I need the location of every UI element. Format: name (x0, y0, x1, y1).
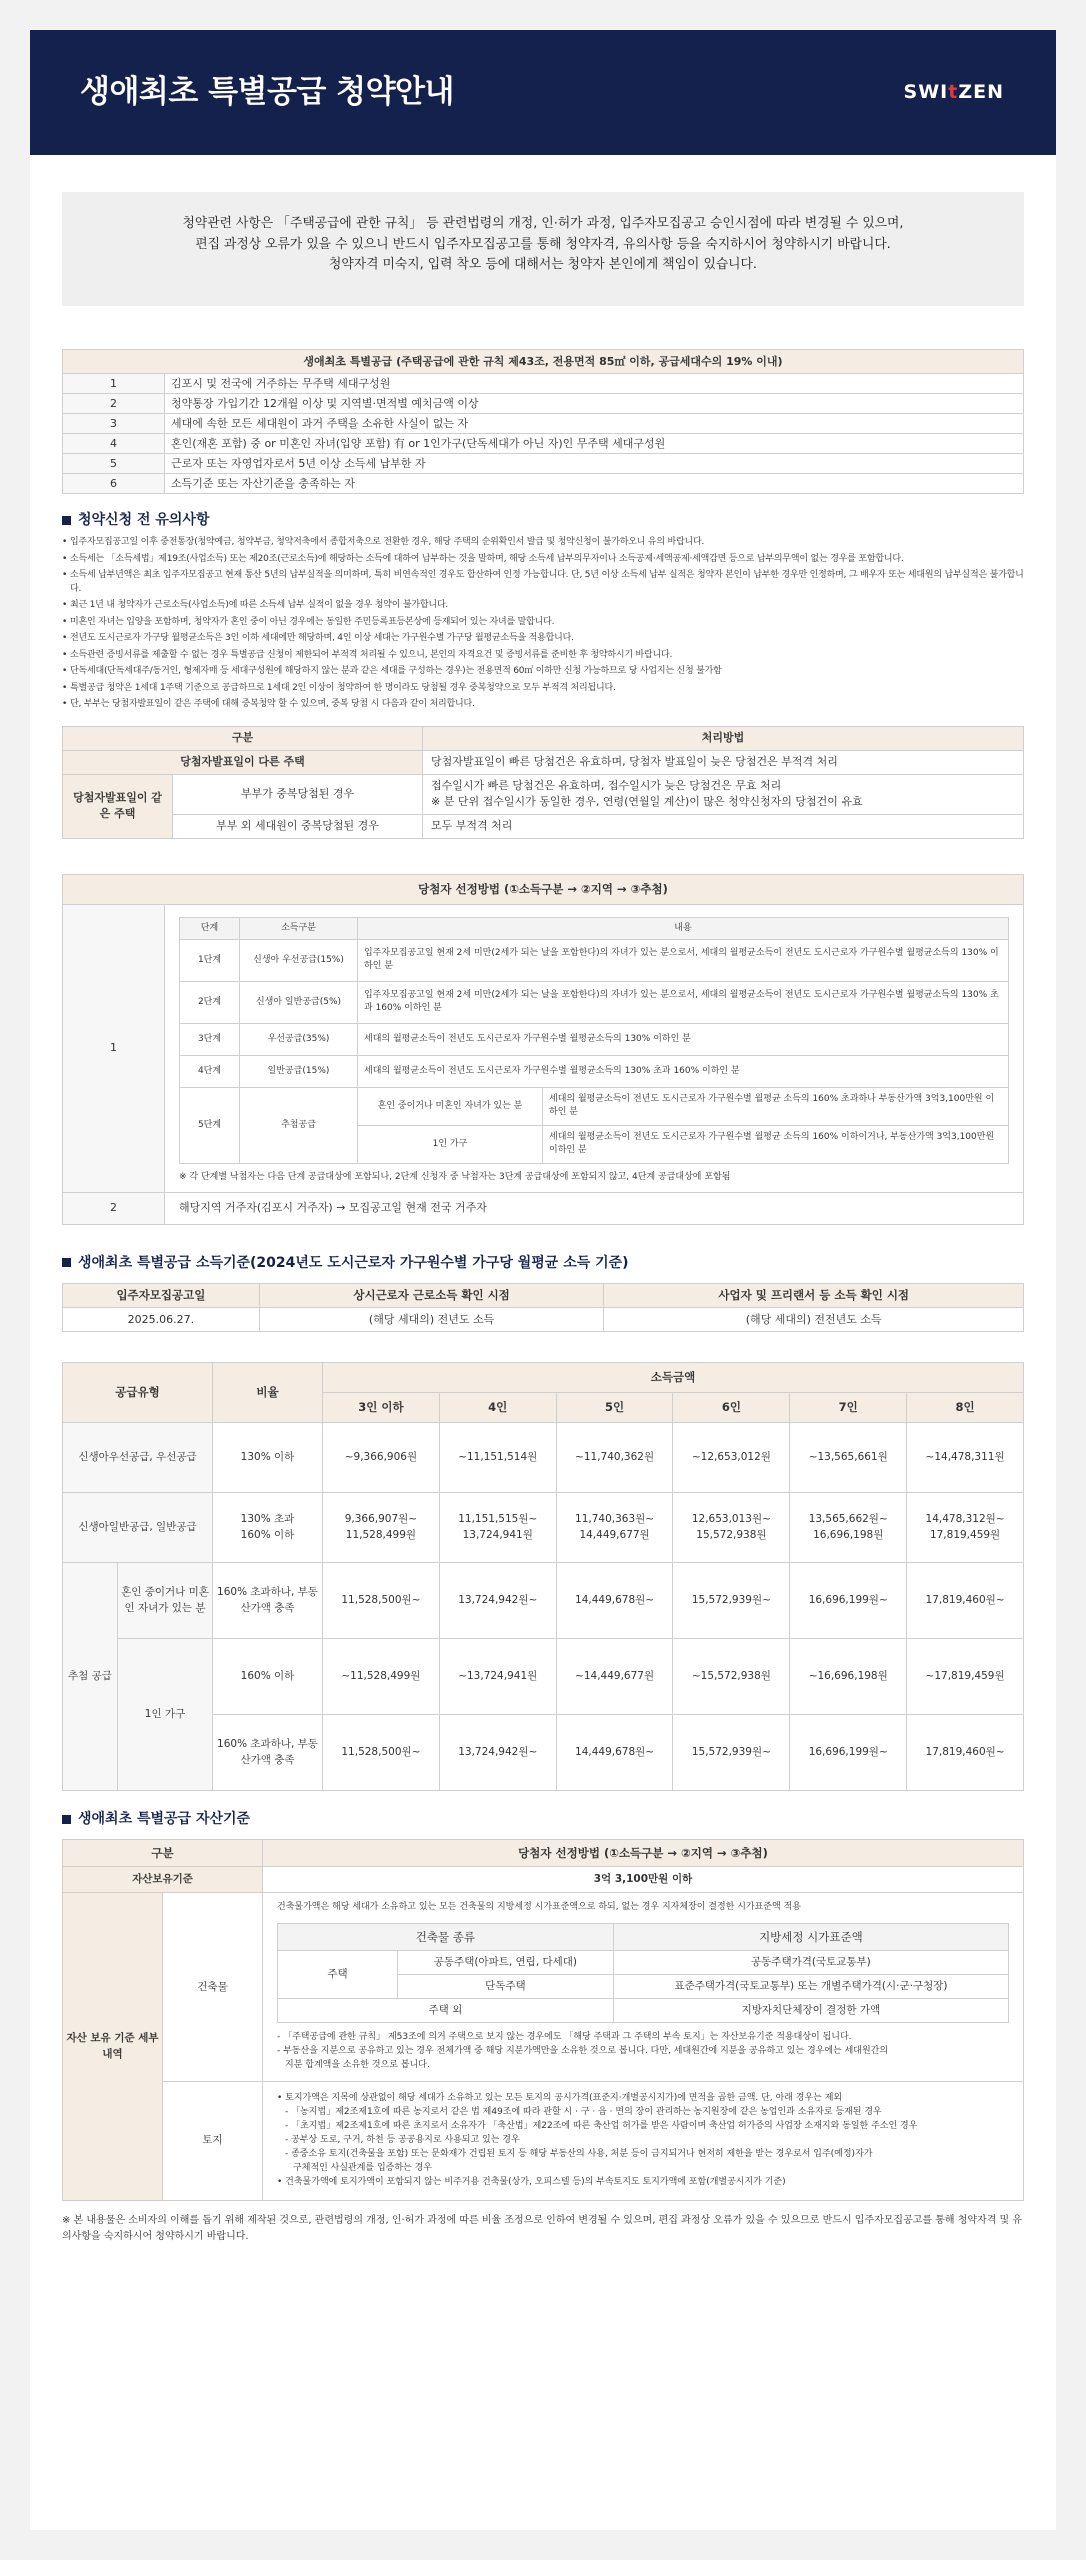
row-label: 신생아일반공급, 일반공급 (63, 1493, 213, 1563)
detail-text: 건축물가액은 해당 세대가 소유하고 있는 모든 건축물의 지방세정 시가표준액으로 하되, 없는 경우 지자체장이 결정한 시가표준액 적용 (277, 1902, 801, 1913)
table-row (63, 474, 1024, 494)
amount-cell: 14,449,678원~ (556, 1715, 673, 1791)
column-header: 3인 이하 (323, 1393, 440, 1423)
amount-line: 14,478,312원~ (925, 1513, 1005, 1526)
cell: 표준주택가격(국토교통부) 또는 개별주택가격(시·군·구청장) (613, 1975, 1008, 1999)
stage-type: 우선공급(35%) (240, 1023, 358, 1055)
content (30, 192, 1056, 2245)
row-number: 1 (63, 904, 165, 1192)
amount-cell: ~13,565,661원 (790, 1423, 907, 1493)
column-header: 구분 (63, 1840, 263, 1867)
stage-content: 세대의 월평균소득이 전년도 도시근로자 가구원수별 월평균 소득의 160% 초과하나 부동산가액 3억3,100만원 이하인 분 (543, 1087, 1009, 1125)
eligibility-title: 생애최초 특별공급 (주택공급에 관한 규칙 제43조, 전용면적 85㎡ 이하, 공급세대수의 19% 이내) (63, 350, 1024, 374)
row-label: 자산보유기준 (63, 1867, 263, 1893)
amount-cell: 17,819,460원~ (907, 1563, 1024, 1639)
ratio-line: 160% 이하 (240, 1528, 295, 1541)
stage-type: 추첨공급 (240, 1087, 358, 1163)
cell: 공동주택(아파트, 연립, 다세대) (398, 1951, 614, 1975)
stage-type: 신생아 우선공급(15%) (240, 939, 358, 981)
amount-cell: ~17,819,459원 (907, 1639, 1024, 1715)
row-number: 2 (63, 394, 165, 414)
list-item: • 미혼인 자녀는 입양을 포함하며, 청약자가 혼인 중이 아닌 경우에는 동일한 주민등록표등본상에 등재되어 있는 자녀를 말합니다. (62, 616, 1024, 630)
list-item: • 특별공급 청약은 1세대 1주택 기준으로 공급하므로 1세대 2인 이상이 청약하여 한 명이라도 당첨될 경우 중복청약으로 모두 부적격 처리됩니다. (62, 682, 1024, 696)
column-header: 6인 (673, 1393, 790, 1423)
row-label: 당첨자발표일이 다른 주택 (63, 750, 423, 774)
amount-cell (790, 1493, 907, 1563)
row-text: 소득기준 또는 자산기준을 충족하는 자 (165, 474, 1024, 494)
column-header: 4인 (439, 1393, 556, 1423)
ratio-cell: 130% 이하 (213, 1423, 323, 1493)
amount-cell: 11,528,500원~ (323, 1563, 440, 1639)
section-title: 청약신청 전 유의사항 (78, 512, 210, 528)
row-group-label: 추첨 공급 (63, 1563, 118, 1791)
list-item: • 소득세 납부년액은 최초 입주자모집공고 현재 통산 5년의 납부실적을 의미하며, 특히 비연속적인 경우도 합산하여 인정 가능합니다. 단, 5년 이상 소득세 납부 실적은 청약자 본인이 납부한 경우만 인정하며, 그 배우자 또는 세대원의 납부실적은 불가합니다. (62, 569, 1024, 596)
amount-line: 14,449,677원 (579, 1528, 650, 1541)
column-header: 구분 (63, 726, 423, 750)
asset-table (62, 1839, 1024, 2200)
cell: (해당 세대의) 전년도 소득 (259, 1308, 604, 1332)
square-bullet-icon (62, 1258, 71, 1267)
notice-line: 청약관련 사항은 「주택공급에 관한 규칙」 등 관련법령의 개정, 인·허가 과정, 입주자모집공고 승인시점에 따라 변경될 수 있으며, (182, 216, 904, 231)
amount-cell (323, 1493, 440, 1563)
list-item: • 전년도 도시근로자 가구당 월평균소득은 3인 이하 세대에만 해당하며, 4인 이상 세대는 가구원수별 가구당 월평균소득을 적용합니다. (62, 632, 1024, 646)
stage-content: 세대의 월평균소득이 전년도 도시근로자 가구원수별 월평균소득의 130% 초과 160% 이하인 분 (358, 1055, 1009, 1087)
stage-content: 세대의 월평균소득이 전년도 도시근로자 가구원수별 월평균 소득의 160% 이하이거나, 부동산가액 3억3,100만원 이하인 분 (543, 1125, 1009, 1163)
amount-cell: ~12,653,012원 (673, 1423, 790, 1493)
building-price-table (277, 1923, 1009, 2023)
row-text: 청약통장 가입기간 12개월 이상 및 지역별·면적별 예치금액 이상 (165, 394, 1024, 414)
amount-line: 13,565,662원~ (808, 1513, 888, 1526)
row-number: 1 (63, 374, 165, 394)
amount-cell: 11,528,500원~ (323, 1715, 440, 1791)
detail-text: - 부동산을 지분으로 공유하고 있는 경우 전체가액 중 해당 지분가액만을 소유한 것으로 봅니다. 다만, 세대원간에 지분을 공유하고 있는 경우에는 세대원간의 (277, 2046, 889, 2057)
section-heading (62, 510, 1024, 530)
row-number: 6 (63, 474, 165, 494)
row-group-label: 당첨자발표일이 같은 주택 (63, 774, 173, 838)
stage-subtype: 혼인 중이거나 미혼인 자녀가 있는 분 (358, 1087, 543, 1125)
notice-line: 편집 과정상 오류가 있을 수 있으니 반드시 입주자모집공고를 통해 청약자격, 유의사항 등을 숙지하시어 청약하시기 바랍니다. (195, 236, 891, 252)
cell: 주택 외 (278, 1999, 614, 2023)
row-group-label: 자산 보유 기준 세부내역 (63, 1893, 163, 2200)
land-detail (263, 2082, 1024, 2201)
stage-label: 5단계 (180, 1087, 240, 1163)
logo-part: SWI (903, 80, 949, 103)
table-row (180, 1023, 1009, 1055)
row-text: 혼인(재혼 포함) 중 or 미혼인 자녀(입양 포함) 有 or 1인가구(단독세대가 아닌 자)인 무주택 세대구성원 (165, 434, 1024, 454)
column-header: 8인 (907, 1393, 1024, 1423)
ratio-cell: 160% 이하 (213, 1639, 323, 1715)
column-header: 처리방법 (423, 726, 1024, 750)
row-number: 5 (63, 454, 165, 474)
method-line: ※ 분 단위 접수일시가 동일한 경우, 연령(연월일 계산)이 많은 청약신청자의 당첨건이 유효 (431, 795, 863, 809)
notice-line: 청약자격 미숙지, 입력 착오 등에 대해서는 청약자 본인에게 책임이 있습니다. (329, 257, 757, 273)
amount-line: 11,528,499원 (345, 1528, 417, 1541)
footer-disclaimer: ※ 본 내용물은 소비자의 이해를 돕기 위해 제작된 것으로, 관련법령의 개정, 인·허가 과정에 따른 비율 조정으로 인하여 변경될 수 있으며, 편집 과정상 오류가 있을 수 있으므로 반드시 입주자모집공고를 통해 청약자격 및 유의사항을 숙지하시어 청약하시기 바랍니다. (62, 2214, 1023, 2242)
column-header: 공급유형 (63, 1363, 213, 1423)
amount-cell: ~13,724,941원 (439, 1639, 556, 1715)
row-label: 토지 (163, 2082, 263, 2201)
stage-label: 2단계 (180, 981, 240, 1023)
row-number: 2 (63, 1192, 165, 1224)
section-heading (62, 1253, 1024, 1273)
table-row (63, 774, 1024, 814)
amount-cell (556, 1493, 673, 1563)
income-table (62, 1362, 1024, 1791)
row-label: 건축물 (163, 1893, 263, 2082)
amount-line: 9,366,907원~ (344, 1513, 418, 1526)
detail-text: • 건축물가액에 토지가액이 포함되지 않는 비주거용 건축물(상가, 오피스텔 등)의 부속토지도 토지가액에 포함(개별공시지가 기준) (277, 2176, 786, 2187)
amount-cell: 15,572,939원~ (673, 1563, 790, 1639)
stage-content: 입주자모집공고일 현재 2세 미만(2세가 되는 날을 포함한다)의 자녀가 있는 분으로서, 세대의 월평균소득이 전년도 도시근로자 가구원수별 월평균소득의 130% 이하인 분 (358, 939, 1009, 981)
square-bullet-icon (62, 516, 71, 525)
stage-label: 4단계 (180, 1055, 240, 1087)
table-row (63, 1867, 1024, 1893)
ratio-line: 130% 초과 (240, 1513, 295, 1526)
amount-cell: ~15,572,938원 (673, 1639, 790, 1715)
amount-line: 17,819,459원 (929, 1528, 1001, 1541)
section-title: 생애최초 특별공급 소득기준(2024년도 도시근로자 가구원수별 가구당 월평균 소득 기준) (78, 1254, 629, 1271)
selection-table (62, 874, 1024, 1225)
column-header: 5인 (556, 1393, 673, 1423)
table-row (63, 1192, 1024, 1224)
column-header: 사업자 및 프리랜서 등 소득 확인 시점 (604, 1284, 1024, 1308)
amount-cell: 16,696,199원~ (790, 1715, 907, 1791)
amount-line: 11,740,363원~ (575, 1513, 655, 1526)
square-bullet-icon (62, 1815, 71, 1824)
stage-note: ※ 각 단계별 낙첨자는 다음 단계 공급대상에 포함되나, 2단계 신청자 중 낙첨자는 3단계 공급대상에 포함되지 않고, 4단계 공급대상에 포함됨 (179, 1171, 731, 1182)
section-heading (62, 1809, 1024, 1829)
column-header: 소득구분 (240, 917, 358, 939)
amount-cell: 15,572,939원~ (673, 1715, 790, 1791)
table-row (63, 1308, 1024, 1332)
building-detail (263, 1893, 1024, 2082)
detail-text: - 「초지법」제2조제1호에 따른 초지로서 소유자가 「축산법」제22조에 따른 축산업 허가를 받은 사람이며 축산업 허가증의 사업장 소재지와 동일한 주소인 경우 (285, 2121, 918, 2132)
column-header: 단계 (180, 917, 240, 939)
header-banner (30, 30, 1056, 155)
notes-list (62, 536, 1024, 712)
amount-cell: ~11,528,499원 (323, 1639, 440, 1715)
selection-title: 당첨자 선정방법 (①소득구분 → ②지역 → ③추첨) (63, 874, 1024, 904)
table-row (63, 1493, 1024, 1563)
column-header: 입주자모집공고일 (63, 1284, 260, 1308)
stage-label: 1단계 (180, 939, 240, 981)
eligibility-table (62, 349, 1024, 494)
ratio-cell: 160% 초과하나, 부동산가액 충족 (213, 1715, 323, 1791)
column-header: 내용 (358, 917, 1009, 939)
column-header: 당첨자 선정방법 (①소득구분 → ②지역 → ③추첨) (263, 1840, 1024, 1867)
row-label: 1인 가구 (118, 1639, 213, 1791)
stage-type: 일반공급(15%) (240, 1055, 358, 1087)
table-row (63, 454, 1024, 474)
row-label: 신생아우선공급, 우선공급 (63, 1423, 213, 1493)
stage-content: 입주자모집공고일 현재 2세 미만(2세가 되는 날을 포함한다)의 자녀가 있는 분으로서, 세대의 월평균소득이 전년도 도시근로자 가구원수별 월평균소득의 130% 초과 160% 이하인 분 (358, 981, 1009, 1023)
logo-accent: t (948, 80, 959, 103)
column-header: 건축물 종류 (278, 1924, 614, 1951)
list-item: • 단, 부부는 당첨자발표일이 같은 주택에 대해 중복청약 할 수 있으며, 중복 당첨 시 다음과 같이 처리합니다. (62, 698, 1024, 712)
table-row (63, 1563, 1024, 1639)
table-row (63, 1639, 1024, 1715)
cell: (해당 세대의) 전전년도 소득 (604, 1308, 1024, 1332)
table-row (278, 1999, 1009, 2023)
amount-line: 15,572,938원 (696, 1528, 767, 1541)
asset-limit-value: 3억 3,100만원 이하 (263, 1867, 1024, 1893)
column-header: 7인 (790, 1393, 907, 1423)
amount-cell: 17,819,460원~ (907, 1715, 1024, 1791)
amount-cell: 16,696,199원~ (790, 1563, 907, 1639)
detail-text: - 「주택공급에 관한 규칙」 제53조에 의거 주택으로 보지 않는 경우에도 「해당 주택과 그 주택의 부속 토지」는 자산보유기준 적용대상이 됩니다. (277, 2032, 852, 2043)
table-row (180, 1055, 1009, 1087)
table-row (180, 1087, 1009, 1125)
processing-table (62, 726, 1024, 839)
amount-cell: 14,449,678원~ (556, 1563, 673, 1639)
amount-cell: ~14,478,311원 (907, 1423, 1024, 1493)
logo-part: ZEN (958, 80, 1004, 103)
list-item: • 단독세대(단독세대주/동거인, 형제자매 등 세대구성원에 해당하지 않는 분과 같은 세대를 구성하는 경우)는 전용면적 60㎡ 이하만 신청 가능하므로 당 사업지는 신청 불가함 (62, 665, 1024, 679)
table-row (278, 1951, 1009, 1975)
column-header: 소득금액 (323, 1363, 1024, 1393)
row-text: 해당지역 거주자(김포시 거주자) → 모집공고일 현재 전국 거주자 (165, 1192, 1024, 1224)
document (30, 30, 1056, 2530)
method-line: 접수일시가 빠른 당첨건은 유효하며, 접수일시가 늦은 당첨건은 무효 처리 (431, 779, 782, 793)
table-row (63, 1423, 1024, 1493)
brand-logo (904, 79, 1004, 107)
amount-cell (439, 1493, 556, 1563)
cell: 2025.06.27. (63, 1308, 260, 1332)
list-item: • 최근 1년 내 청약자가 근로소득(사업소득)에 따른 소득세 납부 실적이 없을 경우 청약이 불가합니다. (62, 599, 1024, 613)
table-row (63, 374, 1024, 394)
column-header: 지방세정 시가표준액 (613, 1924, 1008, 1951)
stage-subtype: 1인 가구 (358, 1125, 543, 1163)
cell: 공동주택가격(국토교통부) (613, 1951, 1008, 1975)
detail-text: - 공부상 도로, 구거, 하천 등 공공용지로 사용되고 있는 경우 (285, 2135, 520, 2145)
detail-text: • 토지가액은 지목에 상관없이 해당 세대가 소유하고 있는 모든 토지의 공시가격(표준지·개별공시지가)에 면적을 곱한 금액. 단, 아래 경우는 제외 (277, 2093, 843, 2104)
amount-cell: ~9,366,906원 (323, 1423, 440, 1493)
detail-text: - 「농지법」제2조제1호에 따른 농지로서 같은 법 제49조에 따라 관할 시 · 구 · 읍 · 면의 장이 관리하는 농지원장에 같은 농업인과 소유자로 등재된 경우 (285, 2107, 882, 2118)
row-text: 모두 부적격 처리 (423, 814, 1024, 838)
amount-line: 12,653,013원~ (691, 1513, 771, 1526)
row-label: 주택 (278, 1951, 398, 1999)
table-row (63, 750, 1024, 774)
table-row (63, 1893, 1024, 2082)
table-row (63, 2082, 1024, 2201)
stage-type: 신생아 일반공급(5%) (240, 981, 358, 1023)
ratio-cell (213, 1493, 323, 1563)
list-item: • 소득세는 「소득세법」제19조(사업소득) 또는 제20조(근로소득)에 해당하는 소득에 대하여 납부하는 것을 말하며, 해당 소득세 납부의무자이나 소득공제·세액공제·세액감면 등으로 납부의무액이 없는 경우를 포함합니다. (62, 553, 1024, 567)
row-text: 김포시 및 전국에 거주하는 무주택 세대구성원 (165, 374, 1024, 394)
detail-text: 구체적인 사실관계를 입증하는 경우 (293, 2162, 432, 2173)
detail-text: 지분 합계액을 소유한 것으로 봅니다. (285, 2060, 430, 2071)
page-title: 생애최초 특별공급 청약안내 (80, 74, 454, 111)
row-number: 4 (63, 434, 165, 454)
income-date-table (62, 1283, 1024, 1332)
column-header: 비율 (213, 1363, 323, 1423)
amount-line: 11,151,515원~ (458, 1513, 538, 1526)
amount-line: 13,724,941원 (462, 1528, 533, 1541)
table-row (63, 904, 1024, 1192)
amount-cell: ~11,740,362원 (556, 1423, 673, 1493)
stage-content: 세대의 월평균소득이 전년도 도시근로자 가구원수별 월평균소득의 130% 이하인 분 (358, 1023, 1009, 1055)
table-row (63, 814, 1024, 838)
table-row (180, 981, 1009, 1023)
detail-text: - 종중소유 토지(건축물을 포함) 또는 문화재가 건립된 토지 등 해당 부동산의 사용, 처분 등이 금지되거나 현저히 제한을 받는 경우로서 입주(예정)자가 (285, 2148, 873, 2159)
row-text: 근로자 또는 자영업자로서 5년 이상 소득세 납부한 자 (165, 454, 1024, 474)
amount-cell (907, 1493, 1024, 1563)
amount-cell: ~16,696,198원 (790, 1639, 907, 1715)
ratio-cell: 160% 초과하나, 부동산가액 충족 (213, 1563, 323, 1639)
row-label: 부부 외 세대원이 중복당첨된 경우 (173, 814, 423, 838)
stage-table (179, 917, 1009, 1164)
list-item: • 소득관련 증빙서류를 제출할 수 없는 경우 특별공급 신청이 제한되어 부적격 처리될 수 있으니, 본인의 자격요건 및 증빙서류를 준비한 후 청약하시기 바랍니다. (62, 649, 1024, 663)
row-label: 혼인 중이거나 미혼인 자녀가 있는 분 (118, 1563, 213, 1639)
amount-cell: ~11,151,514원 (439, 1423, 556, 1493)
amount-line: 16,696,198원 (813, 1528, 884, 1541)
table-row (63, 414, 1024, 434)
row-label: 부부가 중복당첨된 경우 (173, 774, 423, 814)
cell: 지방자치단체장이 결정한 가액 (613, 1999, 1008, 2023)
table-row (180, 939, 1009, 981)
amount-cell: ~14,449,677원 (556, 1639, 673, 1715)
row-content (165, 904, 1024, 1192)
stage-label: 3단계 (180, 1023, 240, 1055)
section-title: 생애최초 특별공급 자산기준 (78, 1811, 251, 1828)
notice-box (62, 192, 1024, 306)
table-row (63, 434, 1024, 454)
row-number: 3 (63, 414, 165, 434)
column-header: 상시근로자 근로소득 확인 시점 (259, 1284, 604, 1308)
row-text: 세대에 속한 모든 세대원이 과거 주택을 소유한 사실이 없는 자 (165, 414, 1024, 434)
amount-cell: 13,724,942원~ (439, 1563, 556, 1639)
table-row (63, 394, 1024, 414)
row-text (423, 774, 1024, 814)
list-item: • 입주자모집공고일 이후 중전통장(청약예금, 청약부금, 청약저축에서 종합저축으로 전환한 경우, 해당 주택의 순위확인서 발급 및 청약신청이 불가하오니 유의 바랍니다. (62, 536, 1024, 550)
amount-cell: 13,724,942원~ (439, 1715, 556, 1791)
row-text: 당첨자발표일이 빠른 당첨건은 유효하며, 당첨자 발표일이 늦은 당첨건은 부적격 처리 (423, 750, 1024, 774)
cell: 단독주택 (398, 1975, 614, 1999)
amount-cell (673, 1493, 790, 1563)
